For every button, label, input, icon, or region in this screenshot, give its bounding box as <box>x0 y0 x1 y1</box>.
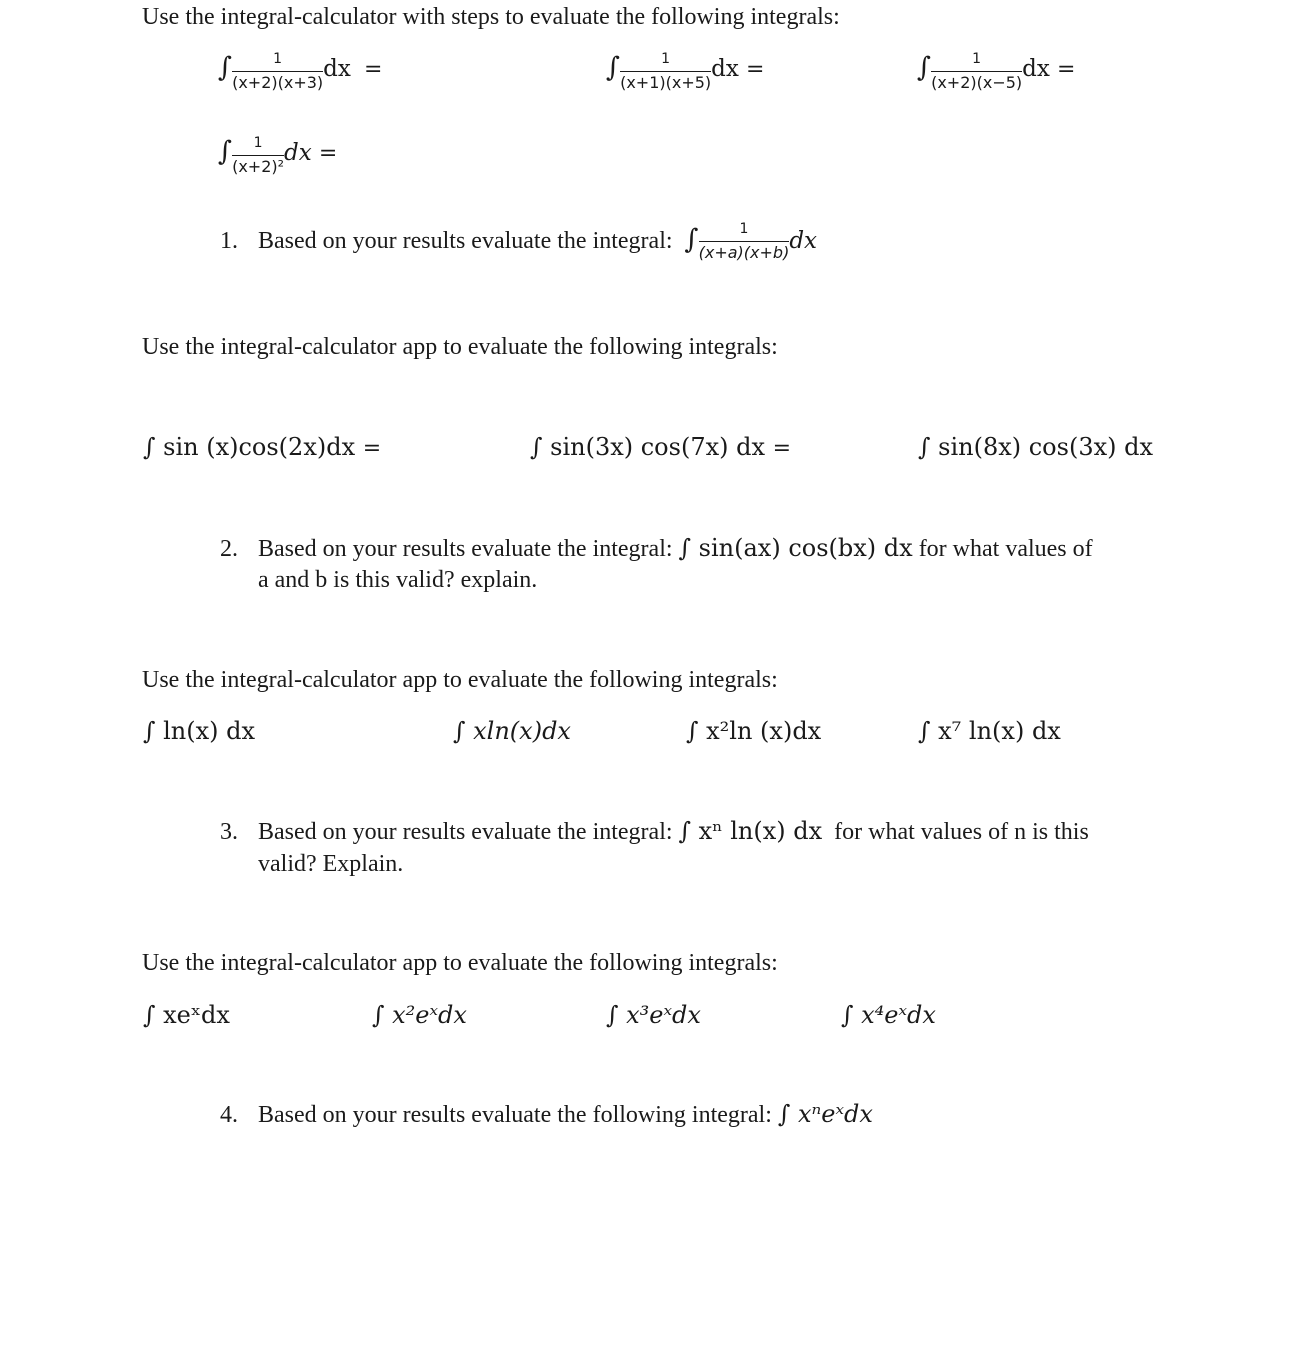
question-2-integral: ∫ sin(ax) cos(bx) dx <box>678 534 913 562</box>
section4-heading: Use the integral-calculator app to evaluate the following integrals: <box>142 950 778 976</box>
integral-15: ∫ x⁴eˣdx <box>841 1001 936 1029</box>
question-number: 4. <box>220 1102 238 1128</box>
question-text: Based on your results evaluate the following integral: <box>258 1102 772 1128</box>
integral-14: ∫ x³eˣdx <box>606 1001 701 1029</box>
integral-10: ∫ x²ln (x)dx <box>686 717 822 745</box>
question-number: 3. <box>220 819 238 845</box>
question-2-line2: a and b is this valid? explain. <box>258 567 538 593</box>
fraction: $\frac{1}{(x+2)(x+3)}$ <box>232 51 324 92</box>
question-tail: for what values of n is this <box>834 819 1089 845</box>
fraction: $\frac{1}{\text{(x+2)²}}$ <box>232 135 285 176</box>
fraction: $\frac{1}{(x+2)(x-5)}$ <box>931 51 1023 92</box>
question-text: Based on your results evaluate the integral: <box>258 536 673 562</box>
integral-1: ∫ $\frac{1}{(x+2)(x+3)}$ dx = <box>218 51 383 92</box>
question-number: 2. <box>220 536 238 562</box>
question-text: Based on your results evaluate the integral: <box>258 228 673 254</box>
question-number: 1. <box>220 228 238 254</box>
question-3 <box>220 817 1089 846</box>
integral-3: ∫ $\frac{1}{(x+2)(x-5)}$ dx = <box>917 51 1076 92</box>
question-tail: for what values of <box>918 536 1093 562</box>
question-text: Based on your results evaluate the integral: <box>258 819 673 845</box>
integral-6: ∫ sin(3x) cos(7x) dx = <box>530 433 792 461</box>
integral-2: ∫ $\frac{1}{(x+1)(x+5)}$ dx = <box>606 51 765 92</box>
question-1 <box>220 222 817 261</box>
section2-heading: Use the integral-calculator app to evaluate the following integrals: <box>142 334 778 360</box>
question-3-line2: valid? Explain. <box>258 851 404 877</box>
fraction: $\frac{1}{(x+1)(x+5)}$ <box>620 51 712 92</box>
integral-12: ∫ xeˣdx <box>143 1001 230 1029</box>
integral-8: ∫ ln(x) dx <box>143 717 256 745</box>
section1-heading: Use the integral-calculator with steps to evaluate the following integrals: <box>142 4 840 30</box>
integral-4: ∫ $\frac{1}{\text{(x+2)²}}$ dx = <box>218 135 338 176</box>
question-4-integral: ∫ xⁿeˣdx <box>777 1100 873 1128</box>
fraction: $\frac{1}{(x+a)(x+b)}$ <box>698 221 790 262</box>
question-4 <box>220 1100 873 1129</box>
integral-9: ∫ xln(x)dx <box>453 717 571 745</box>
integral-11: ∫ x⁷ ln(x) dx <box>918 717 1061 745</box>
integral-7: ∫ sin(8x) cos(3x) dx <box>918 433 1154 461</box>
integral-5: ∫ sin (x)cos(2x)dx = <box>143 433 382 461</box>
question-3-integral: ∫ xⁿ ln(x) dx <box>678 817 823 845</box>
question-1-integral: ∫ $\frac{1}{(x+a)(x+b)}$ dx <box>684 221 818 262</box>
section3-heading: Use the integral-calculator app to evaluate the following integrals: <box>142 667 778 693</box>
integral-13: ∫ x²eˣdx <box>372 1001 467 1029</box>
question-2 <box>220 534 1093 563</box>
